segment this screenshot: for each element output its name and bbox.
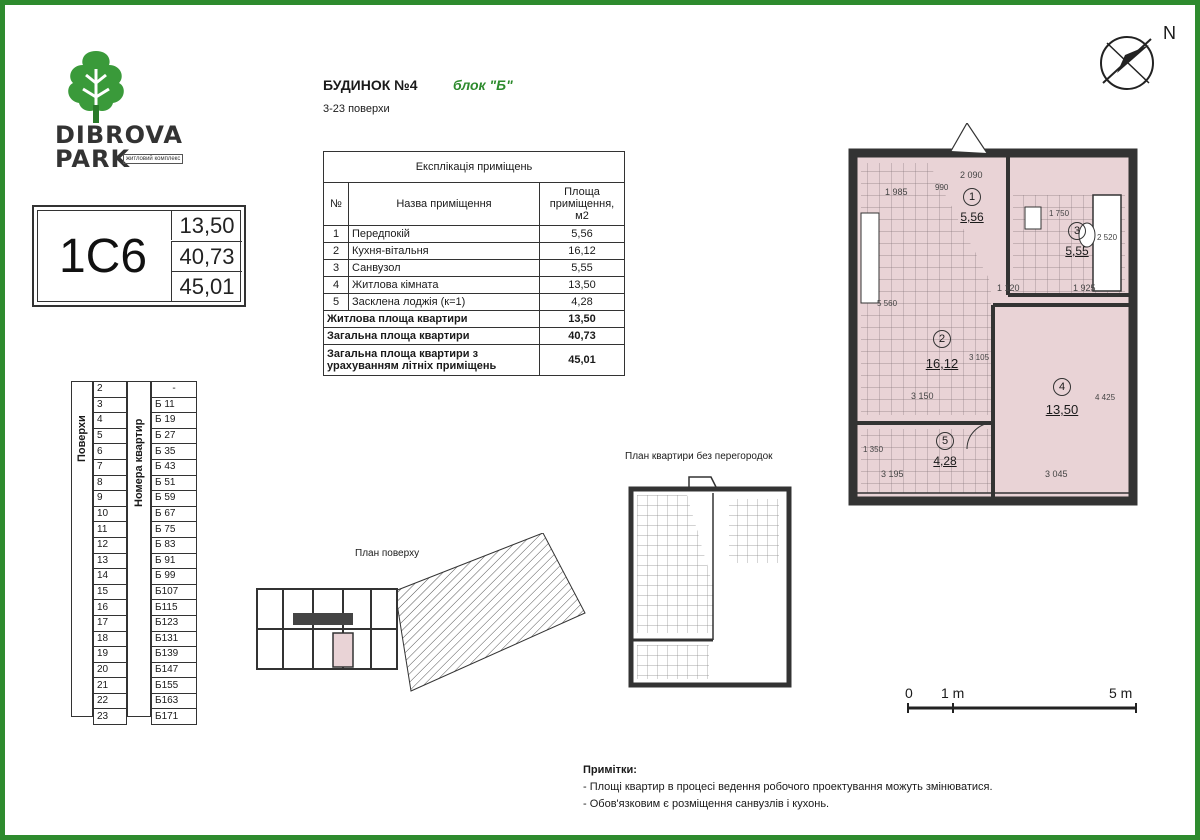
apartment-code-box: [32, 205, 246, 307]
floor-number: 9: [94, 491, 127, 507]
room-area: 5,56: [960, 210, 984, 224]
logo-line2: PARK: [55, 145, 131, 173]
floor-number: 15: [94, 584, 127, 600]
room-number: 5: [936, 432, 954, 450]
total-row: Загальна площа квартири з урахуванням літніх приміщень 45,01: [324, 345, 625, 376]
floors-table-wrap: [71, 381, 201, 722]
room-number: 4: [1053, 378, 1071, 396]
apartment-number: Б 11: [152, 397, 197, 413]
floor-number: 4: [94, 413, 127, 429]
floor-number: 12: [94, 537, 127, 553]
floor-number: 23: [94, 709, 127, 725]
apartments-label: Номера квартир: [133, 418, 145, 507]
logo: [55, 47, 205, 177]
dim-label: 3 105: [969, 353, 990, 362]
apartment-number: Б 91: [152, 553, 197, 569]
room-number: 2: [933, 330, 951, 348]
floors-numbers: [93, 381, 127, 725]
apartment-number: Б 27: [152, 428, 197, 444]
floor-number: 19: [94, 647, 127, 663]
room-area: 4,28: [933, 454, 957, 468]
floor-number: 5: [94, 428, 127, 444]
dim-label: 3 045: [1045, 469, 1068, 479]
dim-label: 2 090: [960, 170, 983, 180]
apartment-number: Б155: [152, 678, 197, 694]
floor-number: 17: [94, 615, 127, 631]
room-number: 1: [963, 188, 981, 206]
floor-number: 7: [94, 459, 127, 475]
room-area: 13,50: [1045, 402, 1079, 417]
floor-number: 3: [94, 397, 127, 413]
room-4-label: [1037, 378, 1087, 417]
floors-label: Поверхи: [76, 415, 88, 462]
floor-number: 22: [94, 693, 127, 709]
building-title: БУДИНОК №4: [323, 77, 418, 93]
explication-table: [323, 151, 625, 376]
apartment-number: Б139: [152, 647, 197, 663]
floor-number: 8: [94, 475, 127, 491]
apartment-number: Б171: [152, 709, 197, 725]
scale-bar: [905, 685, 1145, 715]
dim-label: 1 350: [863, 445, 884, 454]
col-area-header: Площа приміщення, м2: [540, 183, 625, 226]
dim-label: 2 520: [1097, 233, 1118, 242]
floor-number: 18: [94, 631, 127, 647]
notes: [583, 762, 1143, 813]
dim-label: 3 195: [881, 469, 904, 479]
tree-icon: [61, 47, 131, 125]
table-row: 5 Засклена лоджія (к=1) 4,28: [324, 294, 625, 311]
floor-number: 14: [94, 569, 127, 585]
note-item: - Площі квартир в процесі ведення робочого проектування можуть змінюватися.: [583, 781, 993, 793]
floors-label-cell: [71, 381, 93, 717]
scale-one: 1 m: [941, 685, 965, 701]
apartment-plan: [843, 123, 1143, 509]
apartment-number: Б 19: [152, 413, 197, 429]
dim-label: 1 925: [1073, 283, 1096, 293]
dim-label: 5 560: [877, 299, 898, 308]
dim-label: 1 750: [1049, 209, 1070, 218]
scale-zero: 0: [905, 685, 913, 701]
floor-number: 10: [94, 506, 127, 522]
logo-line1: DIBROVA: [55, 121, 183, 149]
apartment-number: Б 99: [152, 569, 197, 585]
open-plan-drawing: [627, 475, 797, 691]
table-row: 3 Санвузол 5,55: [324, 260, 625, 277]
apartment-number: Б 83: [152, 537, 197, 553]
col-name-header: Назва приміщення: [349, 183, 540, 226]
room-5-label: [923, 432, 967, 468]
floor-number: 2: [94, 382, 127, 398]
apartment-number: Б107: [152, 584, 197, 600]
table-row: 4 Житлова кімната 13,50: [324, 277, 625, 294]
block-label: блок "Б": [453, 77, 513, 93]
room-area: 5,55: [1065, 244, 1089, 258]
compass-icon: [1095, 25, 1165, 95]
apartment-number: -: [152, 382, 197, 398]
apartment-code: 1С6: [58, 229, 148, 283]
apartment-number: Б 35: [152, 444, 197, 460]
apartment-numbers: [151, 381, 197, 725]
notes-title: Примітки:: [583, 764, 637, 776]
table-row: 1 Передпокій 5,56: [324, 226, 625, 243]
apartment-number: Б123: [152, 615, 197, 631]
floor-number: 21: [94, 678, 127, 694]
dim-label: 1 120: [997, 283, 1020, 293]
floor-number: 20: [94, 662, 127, 678]
room-2-label: [917, 330, 967, 371]
apartment-number: Б 59: [152, 491, 197, 507]
apartment-number: Б115: [152, 600, 197, 616]
scale-five: 5 m: [1109, 685, 1133, 701]
dim-label: 990: [935, 183, 949, 192]
living-area-value: 13,50: [171, 211, 242, 240]
floor-plan-drawing: [253, 533, 589, 693]
dim-label: 1 985: [885, 187, 908, 197]
apartment-number: Б147: [152, 662, 197, 678]
north-label: N: [1163, 23, 1176, 43]
floor-plan-label: План поверху: [355, 548, 420, 559]
apartment-number: Б 43: [152, 459, 197, 475]
apartment-number: Б 75: [152, 522, 197, 538]
dim-label: 3 150: [911, 391, 934, 401]
floor-number: 11: [94, 522, 127, 538]
apartments-label-cell: [127, 381, 151, 717]
apartment-number: Б131: [152, 631, 197, 647]
room-area: 16,12: [925, 356, 959, 371]
dim-label: 4 425: [1095, 393, 1116, 402]
apartment-number: Б163: [152, 693, 197, 709]
room-number: 3: [1068, 222, 1086, 240]
floor-number: 6: [94, 444, 127, 460]
scale-line: [907, 703, 1139, 713]
total-area-summer-value: 45,01: [171, 271, 242, 301]
room-1-label: [952, 188, 992, 224]
room-3-label: [1057, 222, 1097, 258]
open-plan-label: План квартири без перегородок: [625, 451, 773, 462]
apartment-number: Б 67: [152, 506, 197, 522]
col-num-header: №: [324, 183, 349, 226]
total-area-value: 40,73: [171, 241, 242, 271]
apartment-number: Б 51: [152, 475, 197, 491]
floor-number: 16: [94, 600, 127, 616]
floor-number: 13: [94, 553, 127, 569]
note-item: - Обов'язковим є розміщення санвузлів і кухонь.: [583, 798, 830, 810]
table-row: 2 Кухня-вітальня 16,12: [324, 243, 625, 260]
logo-subtitle: житловий комплекс: [123, 154, 183, 164]
total-row: Житлова площа квартири 13,50: [324, 311, 625, 328]
total-row: Загальна площа квартири 40,73: [324, 328, 625, 345]
explication-caption: Експлікація приміщень: [324, 152, 625, 183]
compass: [1095, 25, 1185, 95]
floors-note: 3-23 поверхи: [323, 103, 390, 115]
